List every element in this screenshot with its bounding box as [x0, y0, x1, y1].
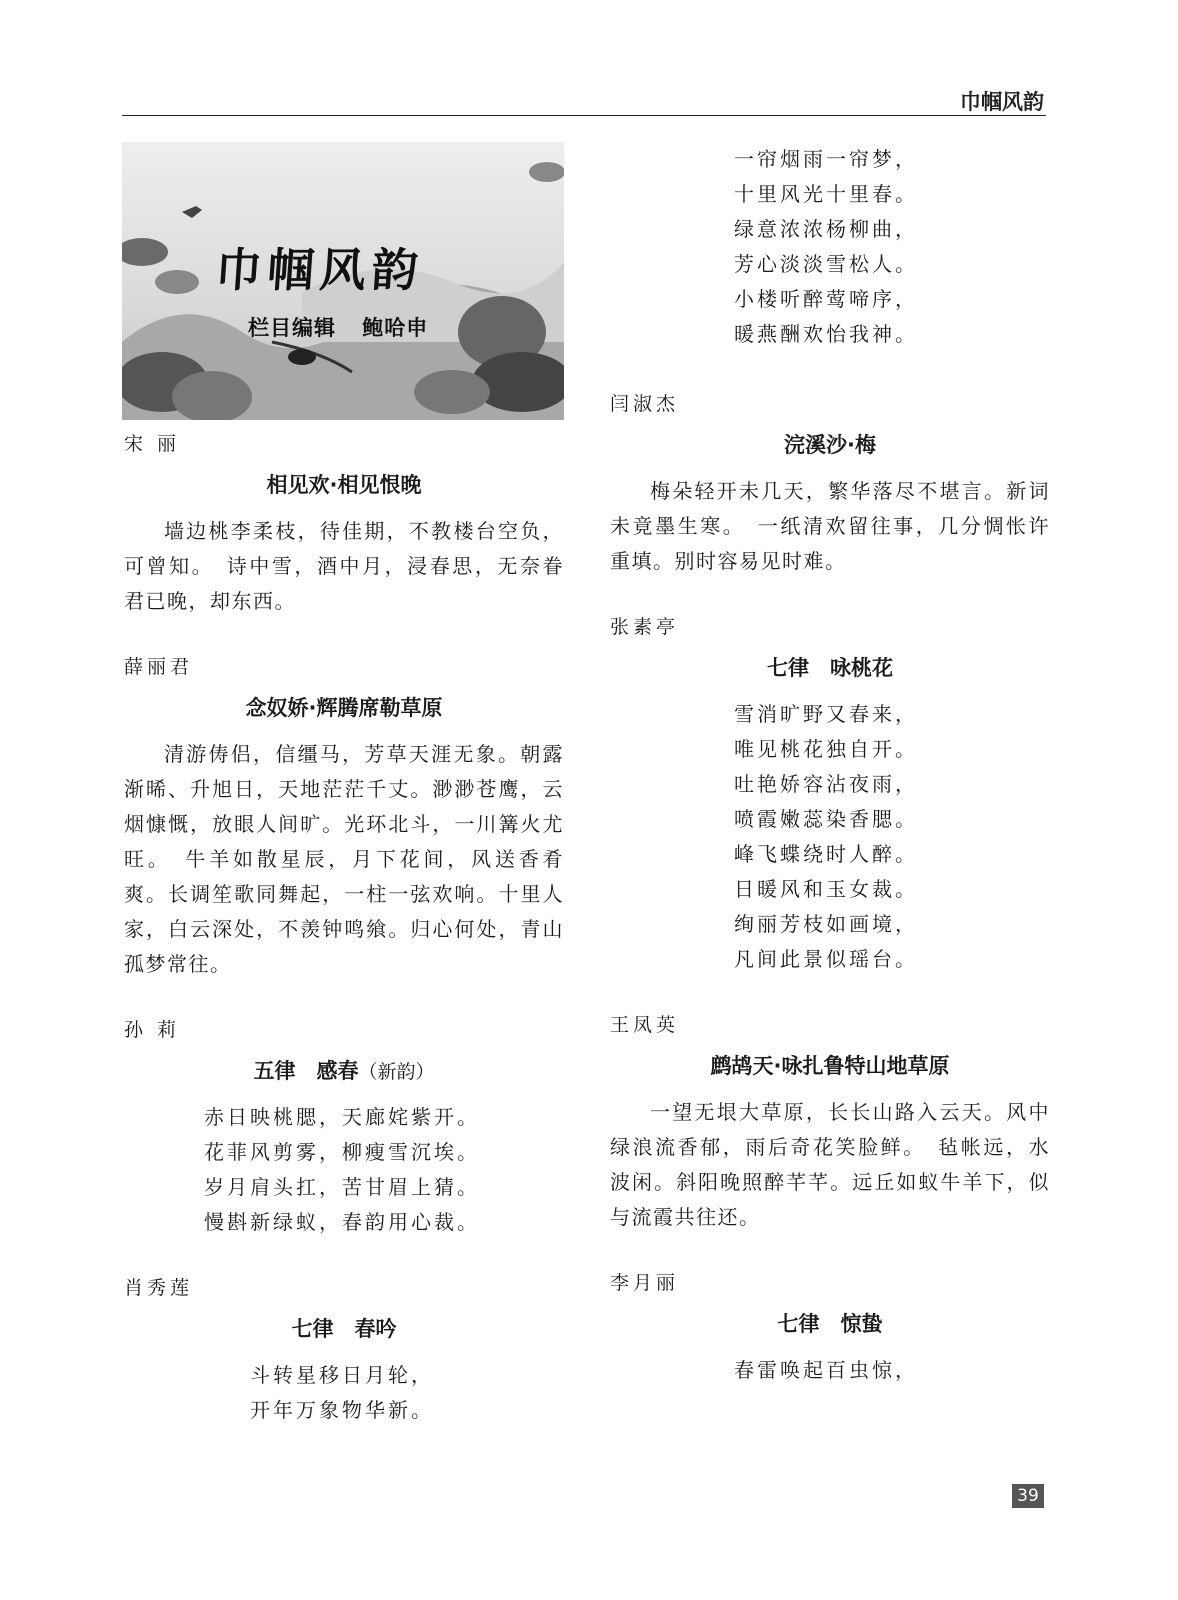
verse-line: 赤日映桃腮，天廊姹紫开。 — [204, 1105, 480, 1129]
verse-line: 日暖风和玉女裁。 — [734, 877, 918, 901]
poem-continued — [610, 142, 1050, 352]
poem-text: 墙边桃李柔枝，待佳期，不教楼台空负，可曾知。 诗中雪，酒中月，浸春思，无奈眷君已晚，却东西。 — [124, 519, 564, 613]
poem-author: 李月丽 — [610, 1272, 680, 1294]
verse-line: 雪消旷野又春来， — [734, 702, 918, 726]
poem-verse — [610, 1353, 1050, 1388]
verse-line: 吐艳娇容沾夜雨， — [734, 772, 918, 796]
poem — [124, 1274, 564, 1428]
poem-verse — [124, 1100, 564, 1240]
poem — [610, 390, 1050, 579]
verse-line: 一帘烟雨一帘梦， — [734, 147, 918, 171]
poem-text: 梅朵轻开未几天，繁华落尽不堪言。新词未竟墨生寒。 一纸清欢留往事，几分惆怅许重填。别时容易见时难。 — [610, 479, 1050, 573]
verse-line: 绿意浓浓杨柳曲， — [734, 217, 918, 241]
poem — [610, 1269, 1050, 1388]
poem — [124, 1016, 564, 1240]
verse-line: 唯见桃花独自开。 — [734, 737, 918, 761]
poem-verse — [610, 142, 1050, 352]
banner-title: 巾帼风韵 — [213, 243, 426, 297]
poem-text: 清游俦侣，信缰马，芳草天涯无象。朝露渐晞、升旭日，天地茫茫千丈。渺渺苍鹰，云烟慷慨，放眼人间旷。光环北斗，一川篝火尤旺。 牛羊如散星辰，月下花间，风送香肴爽。长调笙歌同舞起，一柱一弦欢响。十里人家，白云深处，不羡钟鸣飨。归心何处，青山孤梦常往。 — [124, 742, 564, 976]
poem — [124, 430, 564, 619]
right-column — [610, 142, 1050, 1422]
section-header-title: 巾帼风韵 — [960, 90, 1044, 114]
poem-author: 闫淑杰 — [610, 393, 680, 415]
left-column — [124, 142, 564, 1462]
verse-line: 花菲风剪雾，柳瘦雪沉埃。 — [204, 1140, 480, 1164]
poem — [610, 613, 1050, 977]
poem-title: 七律 春吟 — [291, 1317, 397, 1341]
verse-line: 十里风光十里春。 — [734, 182, 918, 206]
poem — [610, 1011, 1050, 1235]
poem-verse — [124, 1358, 564, 1428]
page-number: 39 — [1012, 1484, 1044, 1508]
poem-title: 七律 惊蛰 — [777, 1312, 883, 1336]
verse-line: 暖燕酬欢怡我神。 — [734, 322, 918, 346]
verse-line: 岁月肩头扛，苦甘眉上猜。 — [204, 1175, 480, 1199]
poem-author: 宋 丽 — [124, 433, 181, 455]
verse-line: 凡间此景似瑶台。 — [734, 947, 918, 971]
verse-line: 慢斟新绿蚁，春韵用心裁。 — [204, 1210, 480, 1234]
verse-line: 峰飞蝶绕时人醉。 — [734, 842, 918, 866]
poem-title-wrapper — [124, 1054, 564, 1088]
poem-verse — [610, 697, 1050, 977]
verse-line: 小楼听醉莺啼序， — [734, 287, 918, 311]
verse-line: 春雷唤起百虫惊， — [734, 1358, 918, 1382]
verse-line: 绚丽芳枝如画境， — [734, 912, 918, 936]
header-rule — [122, 115, 1046, 116]
poem-title: 念奴娇·辉腾席勒草原 — [245, 696, 443, 720]
poem-author: 肖秀莲 — [124, 1277, 194, 1299]
poem-title: 相见欢·相见恨晚 — [266, 473, 422, 497]
verse-line: 喷霞嫩蕊染香腮。 — [734, 807, 918, 831]
verse-line: 芳心淡淡雪松人。 — [734, 252, 918, 276]
poem-title: 鹧鸪天·咏扎鲁特山地草原 — [710, 1054, 950, 1078]
poem — [124, 653, 564, 982]
poem-title: 七律 咏桃花 — [767, 656, 893, 680]
poem-author: 张素亭 — [610, 616, 680, 638]
verse-line: 开年万象物华新。 — [250, 1398, 434, 1422]
poem-title: 五律 感春 — [253, 1059, 359, 1083]
verse-line: 斗转星移日月轮， — [250, 1363, 434, 1387]
poem-author: 薛丽君 — [124, 656, 194, 678]
column-banner — [122, 142, 564, 420]
poem-author: 孙 莉 — [124, 1019, 181, 1041]
poem-text: 一望无垠大草原，长长山路入云天。风中绿浪流香郁，雨后奇花笑脸鲜。 毡帐远，水波闲。斜阳晚照醉芊芊。远丘如蚁牛羊下，似与流霞共往还。 — [610, 1100, 1050, 1229]
poem-title: 浣溪沙·梅 — [784, 433, 876, 457]
poem-author: 王凤英 — [610, 1014, 680, 1036]
poem-title-note: （新韵） — [358, 1061, 435, 1083]
banner-editor-credit: 栏目编辑 鲍哈申 — [248, 316, 429, 340]
